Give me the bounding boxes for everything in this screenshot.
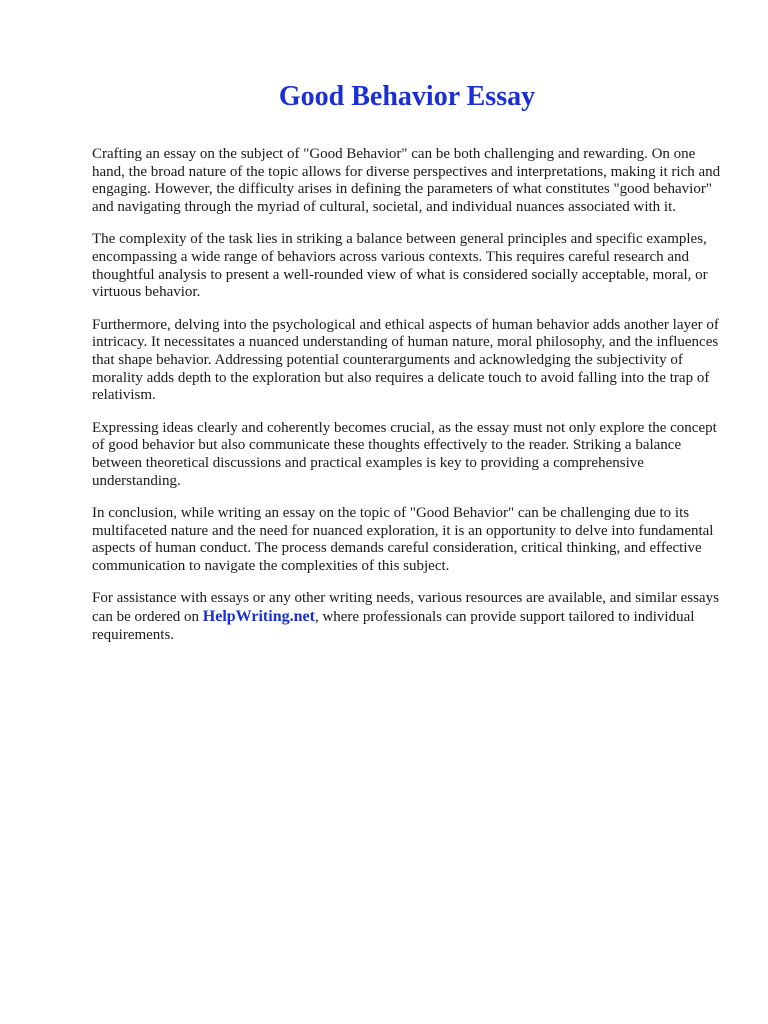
paragraph-1: Crafting an essay on the subject of "Good Behavior" can be both challenging and rewarding. On one hand, the broad nature of the topic allows for diverse perspectives and interpretations, making it rich and engaging. However, the difficulty arises in defining the parameters of what constitutes "good behavior" and navigating through the myriad of cultural, societal, and individual nuances associated with it.	[92, 146, 721, 215]
paragraph-2: The complexity of the task lies in striking a balance between general principles and specific examples, encompassing a wide range of behaviors across various contexts. This requires careful research and thoughtful analysis to present a well-rounded view of what is considered socially acceptable, moral, or virtuous behavior.	[92, 231, 708, 301]
closing-text-before-link: For assistance with essays or any other writing needs, various resources are available, and similar essays can be ordered on	[92, 590, 719, 626]
page-title: Good Behavior Essay	[278, 81, 536, 112]
helpwriting-link[interactable]: HelpWriting.net	[202, 608, 315, 626]
paragraph-3: Furthermore, delving into the psychological and ethical aspects of human behavior adds another layer of intricacy. It necessitates a nuanced understanding of human nature, moral philosophy, and the influences that shape behavior. Addressing potential counterarguments and acknowledging the subjectivity of morality adds depth to the exploration but also requires a delicate touch to avoid falling into the trap of relativism.	[92, 316, 719, 404]
essay-body	[92, 146, 724, 659]
closing-paragraph	[92, 590, 724, 644]
paragraph-4: Expressing ideas clearly and coherently becomes crucial, as the essay must not only explore the concept of good behavior but also communicate these thoughts effectively to the reader. Striking a balance between theoretical discussions and practical examples is key to providing a comprehensive understanding.	[92, 419, 717, 489]
paragraph-5: In conclusion, while writing an essay on the topic of "Good Behavior" can be challenging due to its multifaceted nature and the need for nuanced exploration, it is an opportunity to delve into fundamental aspects of human conduct. The process demands careful consideration, critical thinking, and effective communication to navigate the complexities of this subject.	[92, 505, 714, 574]
closing-text-after-link: , where professionals can provide support tailored to individual requirements.	[92, 609, 695, 643]
